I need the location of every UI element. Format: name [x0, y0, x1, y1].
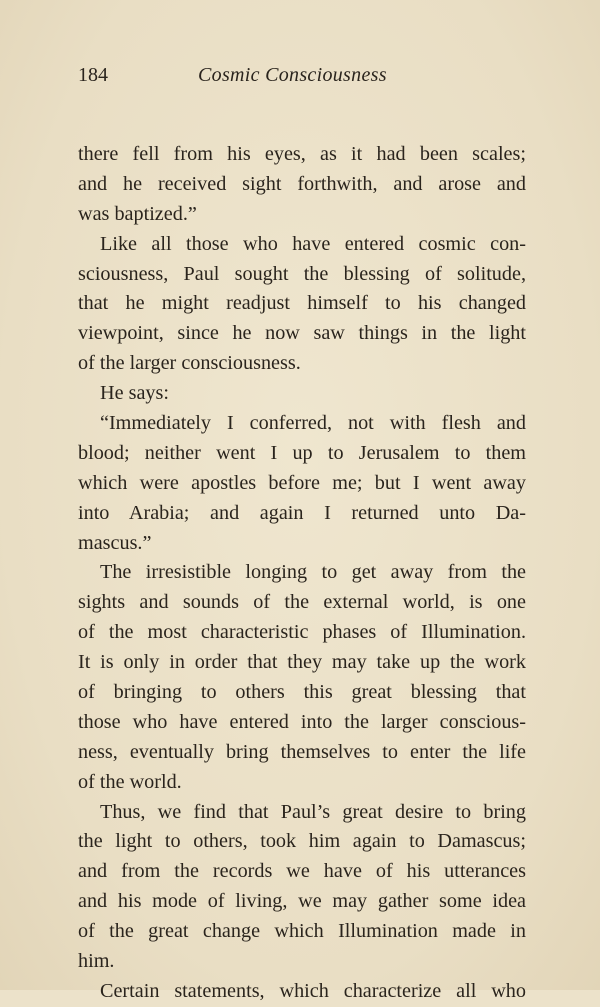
text-line: Like all those who have entered cosmic con-: [100, 232, 526, 255]
text-line: sciousness, Paul sought the blessing of solitude,: [78, 262, 526, 285]
text-line: of the larger consciousness.: [78, 352, 301, 375]
page-number: 184: [78, 64, 108, 86]
text-line: and from the records we have of his utterances: [78, 860, 526, 883]
text-line: that he might readjust himself to his changed: [78, 292, 526, 315]
body-text: [78, 140, 526, 1007]
text-line: there fell from his eyes, as it had been scales;: [78, 143, 526, 165]
text-line: which were apostles before me; but I went away: [78, 471, 526, 494]
text-line: Thus, we find that Paul’s great desire to bring: [100, 800, 526, 823]
text-line: of the great change which Illumination made in: [78, 920, 526, 943]
text-line: those who have entered into the larger conscious-: [78, 710, 526, 733]
text-line: of the most characteristic phases of Illumination.: [78, 621, 526, 644]
running-title: Cosmic Consciousness: [198, 64, 387, 86]
text-line: He says:: [100, 382, 169, 405]
text-line: and he received sight forthwith, and arose and: [78, 172, 526, 195]
text-line: into Arabia; and again I returned unto Da-: [78, 501, 526, 524]
text-line: It is only in order that they may take up the work: [78, 651, 526, 674]
text-line: sights and sounds of the external world, is one: [78, 591, 526, 614]
text-line: blood; neither went I up to Jerusalem to them: [78, 441, 526, 464]
text-line: “Immediately I conferred, not with flesh and: [100, 412, 526, 435]
text-line: Certain statements, which characterize all who: [100, 979, 526, 1002]
text-line: The irresistible longing to get away from the: [100, 561, 526, 584]
text-line: ness, eventually bring themselves to enter the life: [78, 740, 526, 763]
text-line: of bringing to others this great blessing that: [78, 681, 526, 704]
text-line: was baptized.”: [78, 202, 197, 225]
page-header: [78, 64, 526, 94]
text-line: and his mode of living, we may gather some idea: [78, 890, 526, 913]
text-line: of the world.: [78, 770, 182, 793]
text-line: him.: [78, 950, 115, 973]
text-line: viewpoint, since he now saw things in the light: [78, 322, 526, 345]
text-line: mascus.”: [78, 531, 152, 554]
text-line: the light to others, took him again to Damascus;: [78, 830, 526, 853]
